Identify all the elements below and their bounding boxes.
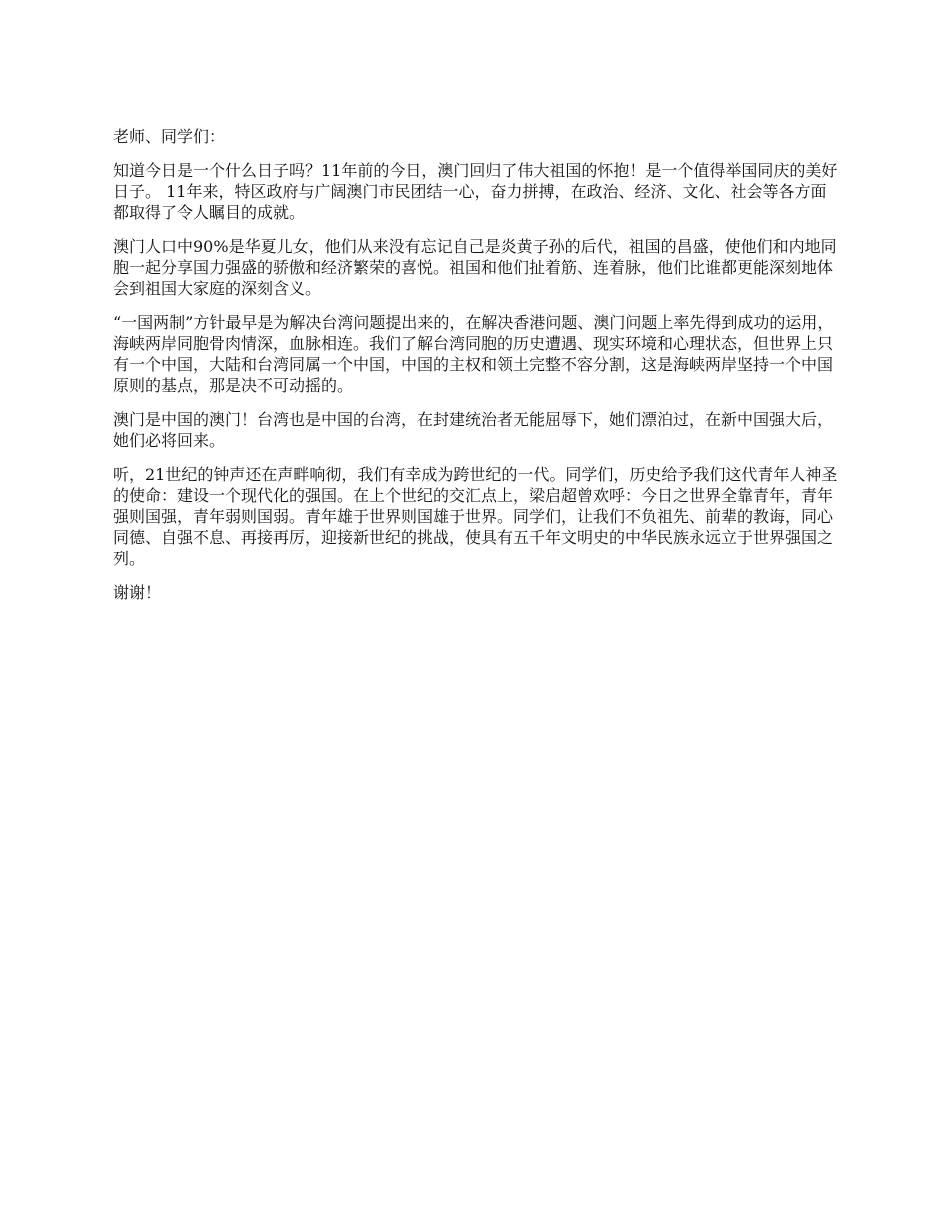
speech-body: [113, 126, 840, 616]
paragraph: 澳门人口中90%是华夏儿女，他们从来没有忘记自己是炎黄子孙的后代，祖国的昌盛，使他们和内地同胞一起分享国力强盛的骄傲和经济繁荣的喜悦。祖国和他们扯着筋、连着脉，他们比谁都更能深刻地体会到祖国大家庭的深刻含义。: [113, 237, 837, 298]
paragraph: “一国两制”方针最早是为解决台湾问题提出来的，在解决香港问题、澳门问题上率先得到成功的运用，海峡两岸同胞骨肉情深，血脉相连。我们了解台湾同胞的历史遭遇、现实环境和心理状态，但世界上只有一个中国，大陆和台湾同属一个中国，中国的主权和领土完整不容分割，这是海峡两岸坚持一个中国原则的基点，那是决不可动摇的。: [113, 313, 834, 395]
closing-line: 谢谢！: [113, 583, 162, 602]
salutation: 老师、同学们：: [113, 127, 226, 146]
paragraph: 澳门是中国的澳门！台湾也是中国的台湾，在封建统治者无能屈辱下，她们漂泊过，在新中国强大后，她们必将回来。: [113, 410, 834, 450]
paragraph: 听，21世纪的钟声还在声畔响彻，我们有幸成为跨世纪的一代。同学们，历史给予我们这代青年人神圣的使命：建设一个现代化的强国。在上个世纪的交汇点上，梁启超曾欢呼：今日之世界全靠青年，青年强则国强，青年弱则国弱。青年雄于世界则国雄于世界。同学们，让我们不负祖先、前辈的教诲，同心同德、自强不息、再接再厉，迎接新世纪的挑战，使具有五千年文明史的中华民族永远立于世界强国之列。: [113, 465, 838, 568]
paragraph: 知道今日是一个什么日子吗？11年前的今日，澳门回归了伟大祖国的怀抱！是一个值得举国同庆的美好日子。 11年来，特区政府与广阔澳门市民团结一心，奋力拼搏，在政治、经济、文化、社会等各方面都取得了令人瞩目的成就。: [113, 161, 838, 222]
